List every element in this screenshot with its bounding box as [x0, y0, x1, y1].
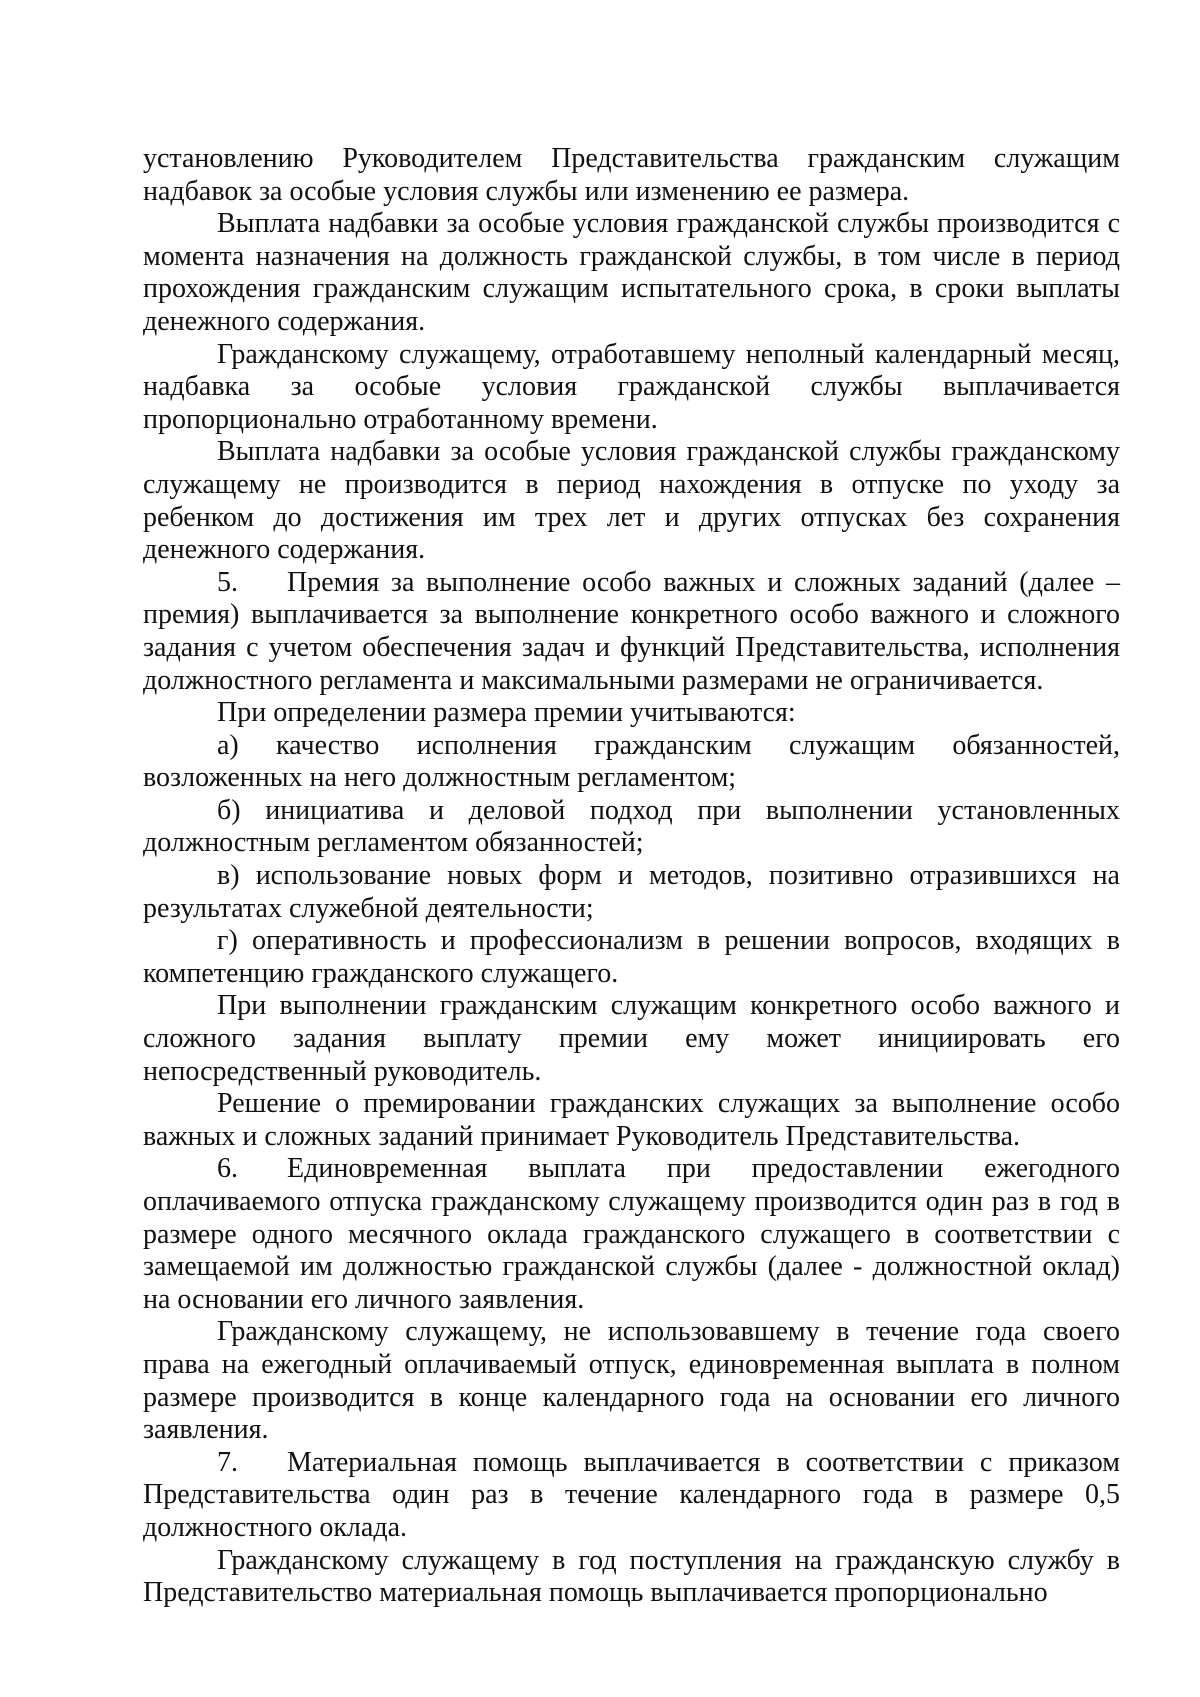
paragraph-item-6: 6. Единовременная выплата при предоставлении ежегодного оплачиваемого отпуска гражданскому служащему производится один раз в год в размере одного месячного оклада гражданского служащего в соответствии с замещаемой им должностью гражданской службы (далее - должностной оклад) на основании его личного заявления. [143, 1153, 1120, 1315]
item-number: 5. [217, 566, 238, 598]
paragraph-first-year-aid: Гражданскому служащему в год поступления на гражданскую службу в Представительство материальная помощь выплачивается пропорционально [143, 1544, 1120, 1609]
paragraph-bonus-decision: Решение о премировании гражданских служащих за выполнение особо важных и сложных заданий принимает Руководитель Представительства. [143, 1088, 1120, 1152]
paragraph-allowance-payment: Выплата надбавки за особые условия гражданской службы производится с момента назначения на должность гражданской службы, в том числе в период прохождения гражданским служащим испытательного срока, в сроки выплаты денежного содержания. [143, 208, 1120, 337]
paragraph-leave-exclusion: Выплата надбавки за особые условия гражданской службы гражданскому служащему не производится в период нахождения в отпуске по уходу за ребенком до достижения им трех лет и других отпусках без сохранения денежного содержания. [143, 436, 1120, 566]
paragraph-item-5: 5. Премия за выполнение особо важных и сложных заданий (далее – премия) выплачивается за выполнение конкретного особо важного и сложного задания с учетом обеспечения задач и функций Представительства, исполнения должностного регламента и максимальными размерами не ограничивается. [143, 566, 1120, 696]
list-item-g: г) оперативность и профессионализм в решении вопросов, входящих в компетенцию гражданского служащего. [143, 925, 1120, 989]
list-item-v: в) использование новых форм и методов, позитивно отразившихся на результатах служебной деятельности; [143, 860, 1120, 924]
item-number: 6. [217, 1153, 238, 1185]
list-item-b: б) инициатива и деловой подход при выполнении установленных должностным регламентом обязанностей; [143, 794, 1120, 859]
paragraph-unused-leave: Гражданскому служащему, не использовавшему в течение года своего права на ежегодный оплачиваемый отпуск, единовременная выплата в полном размере производится в конце календарного года на основании его личного заявления. [143, 1316, 1120, 1446]
paragraph-partial-month: Гражданскому служащему, отработавшему неполный календарный месяц, надбавка за особые условия гражданской службы выплачивается пропорционально отработанному времени. [143, 338, 1120, 435]
list-item-a: а) качество исполнения гражданским служащим обязанностей, возложенных на него должностным регламентом; [143, 729, 1120, 794]
document-page [143, 143, 1120, 1610]
item-number: 7. [217, 1446, 238, 1478]
paragraph-bonus-initiation: При выполнении гражданским служащим конкретного особо важного и сложного задания выплату премии ему может инициировать его непосредственный руководитель. [143, 990, 1120, 1087]
paragraph-continuation: установлению Руководителем Представительства гражданским служащим надбавок за особые условия службы или изменению ее размера. [143, 143, 1120, 207]
paragraph-item-7: 7. Материальная помощь выплачивается в соответствии с приказом Представительства один раз в течение календарного года в размере 0,5 должностного оклада. [143, 1446, 1120, 1543]
paragraph-bonus-criteria-intro: При определении размера премии учитываются: [217, 697, 796, 729]
